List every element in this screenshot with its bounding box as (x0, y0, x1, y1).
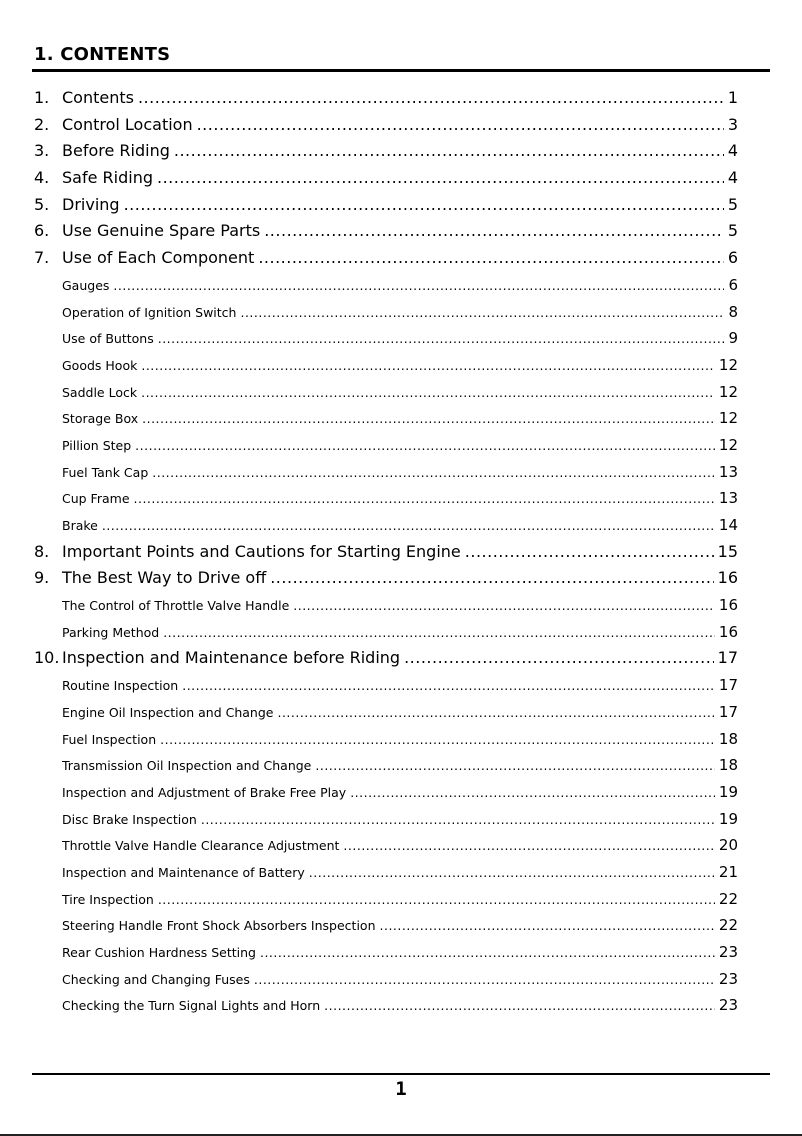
dot-leader (465, 539, 714, 566)
dot-leader (134, 486, 715, 513)
toc-entry[interactable] (34, 459, 738, 486)
dot-leader (160, 727, 715, 754)
toc-entry-label: Inspection and Maintenance of Battery (62, 864, 305, 880)
dot-leader (102, 513, 715, 540)
toc-entry-page: 14 (718, 516, 738, 534)
toc-entry-page: 23 (718, 996, 738, 1015)
toc-entry[interactable] (34, 245, 738, 272)
toc-entry[interactable] (34, 699, 738, 726)
toc-entry-label: Checking the Turn Signal Lights and Horn (62, 998, 321, 1014)
dot-leader (293, 593, 715, 620)
toc-entry-label: The Control of Throttle Valve Handle (62, 598, 290, 614)
dot-leader (163, 620, 715, 647)
toc-entry[interactable] (34, 565, 738, 592)
toc-entry[interactable] (34, 832, 738, 859)
toc-entry-label: Inspection and Maintenance before Riding (62, 648, 401, 668)
toc-entry-label: Fuel Tank Cap (62, 464, 149, 480)
toc-entry-page: 15 (717, 541, 738, 561)
toc-entry-number: 7. (34, 248, 50, 268)
toc-entry-page: 17 (718, 702, 738, 721)
toc-entry-page: 16 (718, 596, 738, 615)
toc-entry-page: 5 (727, 194, 738, 214)
toc-entry-page: 12 (718, 355, 738, 374)
toc-entry-label: Before Riding (62, 141, 170, 161)
toc-entry-page: 12 (718, 435, 738, 454)
dot-leader (141, 380, 715, 407)
toc-entry-label: The Best Way to Drive off (62, 568, 267, 588)
toc-entry-page: 23 (718, 969, 738, 988)
dot-leader (254, 967, 715, 994)
toc-entry[interactable] (34, 939, 738, 966)
table-of-contents (34, 85, 738, 1019)
dot-leader (197, 112, 724, 139)
toc-entry-page: 22 (718, 889, 738, 908)
toc-entry-page: 6 (728, 275, 738, 294)
toc-entry[interactable] (34, 512, 738, 539)
toc-entry-page: 6 (727, 248, 738, 268)
toc-entry-label: Parking Method (62, 624, 160, 640)
toc-entry-label: Pillion Step (62, 437, 132, 453)
toc-entry[interactable] (34, 752, 738, 779)
toc-entry-label: Saddle Lock (62, 384, 138, 400)
toc-entry-label: Contents (62, 88, 134, 107)
toc-entry-page: 19 (718, 782, 738, 801)
dot-leader (270, 565, 713, 592)
dot-leader (201, 807, 715, 834)
toc-entry[interactable] (34, 645, 738, 672)
footer-divider (32, 1073, 770, 1075)
toc-entry[interactable] (34, 352, 738, 379)
toc-entry-label: Brake (62, 518, 98, 533)
toc-entry[interactable] (34, 726, 738, 753)
toc-entry-page: 3 (727, 114, 738, 134)
toc-entry[interactable] (34, 619, 738, 646)
toc-entry-page: 18 (718, 729, 738, 748)
toc-entry-label: Throttle Valve Handle Clearance Adjustment (62, 838, 340, 854)
toc-entry-number: 5. (34, 194, 50, 214)
dot-leader (152, 460, 715, 487)
toc-entry-page: 17 (718, 676, 738, 695)
dot-leader (135, 433, 715, 460)
toc-entry[interactable] (34, 539, 738, 566)
toc-entry-page: 22 (718, 916, 738, 935)
dot-leader (124, 192, 724, 219)
toc-entry-page: 20 (718, 836, 738, 855)
toc-entry-page: 19 (718, 809, 738, 828)
toc-entry-label: Rear Cushion Hardness Setting (62, 945, 256, 960)
dot-leader (258, 245, 724, 272)
toc-entry-label: Storage Box (62, 411, 139, 427)
toc-entry[interactable] (34, 165, 738, 192)
toc-entry-label: Routine Inspection (62, 678, 179, 694)
toc-entry[interactable] (34, 992, 738, 1019)
dot-leader (142, 406, 715, 433)
toc-entry-label: Safe Riding (62, 168, 153, 188)
dot-leader (315, 753, 715, 780)
toc-entry[interactable] (34, 85, 738, 112)
toc-entry-page: 8 (728, 302, 738, 321)
dot-leader (404, 645, 714, 672)
dot-leader (158, 326, 725, 353)
toc-entry-page: 16 (718, 622, 738, 641)
toc-entry-page: 4 (727, 168, 738, 188)
toc-entry-number: 1. (34, 88, 50, 107)
toc-entry-number: 2. (34, 114, 50, 134)
dot-leader (380, 913, 715, 940)
toc-entry[interactable] (34, 218, 738, 245)
toc-entry-page: 21 (718, 862, 738, 881)
toc-entry-number: 9. (34, 568, 50, 588)
toc-entry[interactable] (34, 672, 738, 699)
toc-entry[interactable] (34, 966, 738, 993)
toc-entry[interactable] (34, 886, 738, 913)
toc-entry[interactable] (34, 112, 738, 139)
toc-entry[interactable] (34, 859, 738, 886)
toc-entry-page: 18 (718, 756, 738, 775)
toc-entry-page: 16 (717, 568, 738, 588)
toc-entry[interactable] (34, 325, 738, 352)
toc-entry-label: Control Location (62, 114, 193, 134)
toc-entry-label: Use of Each Component (62, 248, 255, 268)
toc-entry-label: Important Points and Cautions for Starting Engine (62, 541, 461, 561)
toc-entry[interactable] (34, 806, 738, 833)
toc-entry-number: 3. (34, 141, 50, 161)
toc-entry-page: 12 (718, 382, 738, 401)
toc-entry-page: 1 (727, 88, 738, 107)
toc-entry-page: 13 (718, 462, 738, 481)
toc-entry-page: 4 (727, 141, 738, 161)
toc-entry-label: Checking and Changing Fuses (62, 971, 250, 987)
toc-entry-label: Transmission Oil Inspection and Change (62, 758, 312, 774)
dot-leader (158, 887, 715, 914)
toc-entry[interactable] (34, 779, 738, 806)
dot-leader (157, 165, 724, 192)
dot-leader (182, 673, 715, 700)
dot-leader (141, 353, 715, 380)
dot-leader (240, 300, 724, 327)
toc-entry-page: 13 (718, 489, 738, 508)
toc-entry-label: Disc Brake Inspection (62, 811, 197, 827)
toc-entry[interactable] (34, 272, 738, 299)
toc-entry-label: Tire Inspection (62, 891, 154, 907)
toc-entry-number: 8. (34, 541, 50, 561)
dot-leader (264, 218, 724, 245)
dot-leader (260, 940, 715, 967)
toc-entry-number: 10. (34, 648, 60, 668)
dot-leader (350, 780, 715, 807)
toc-entry-label: Use of Buttons (62, 331, 154, 347)
dot-leader (113, 273, 724, 300)
toc-entry-number: 6. (34, 221, 50, 241)
toc-entry[interactable] (34, 299, 738, 326)
dot-leader (324, 993, 715, 1020)
toc-entry[interactable] (34, 192, 738, 219)
toc-entry-page: 17 (717, 648, 738, 668)
toc-entry-page: 23 (718, 943, 738, 961)
toc-entry-label: Engine Oil Inspection and Change (62, 704, 274, 720)
toc-entry-label: Cup Frame (62, 491, 130, 507)
toc-entry[interactable] (34, 379, 738, 406)
page-number: 1 (395, 1078, 407, 1100)
dot-leader (277, 700, 714, 727)
toc-entry-label: Driving (62, 194, 120, 214)
toc-entry[interactable] (34, 912, 738, 939)
toc-entry-label: Fuel Inspection (62, 731, 157, 747)
dot-leader (309, 860, 715, 887)
toc-entry-label: Inspection and Adjustment of Brake Free Play (62, 784, 347, 800)
page-title: 1. CONTENTS (34, 44, 171, 65)
dot-leader (343, 833, 714, 860)
toc-entry[interactable] (34, 485, 738, 512)
toc-entry-page: 5 (727, 221, 738, 241)
toc-entry-label: Gauges (62, 277, 110, 293)
toc-entry-page: 9 (728, 329, 738, 348)
toc-entry-page: 12 (718, 409, 738, 428)
toc-entry-label: Operation of Ignition Switch (62, 304, 237, 320)
toc-entry-label: Steering Handle Front Shock Absorbers Inspection (62, 918, 376, 934)
toc-entry[interactable] (34, 432, 738, 459)
toc-entry-label: Goods Hook (62, 357, 138, 373)
title-divider (32, 69, 770, 72)
toc-entry-label: Use Genuine Spare Parts (62, 221, 261, 241)
toc-entry[interactable] (34, 405, 738, 432)
toc-entry[interactable] (34, 592, 738, 619)
dot-leader (138, 85, 724, 112)
toc-entry[interactable] (34, 138, 738, 165)
toc-entry-number: 4. (34, 168, 50, 188)
dot-leader (174, 138, 724, 165)
